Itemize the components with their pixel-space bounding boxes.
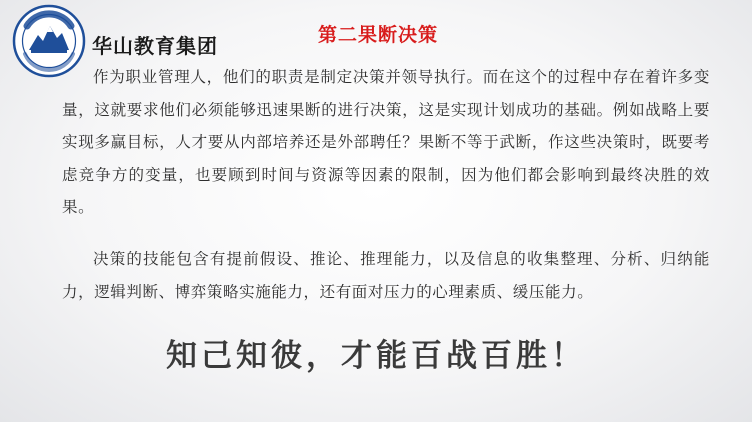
slogan-heading: 知己知彼，才能百战百胜！ [166, 338, 586, 374]
slide-title: 第二果断决策 [318, 24, 439, 46]
body-paragraph: 决策的技能包含有提前假设、推论、推理能力，以及信息的收集整理、分析、归纳能力，逻辑判断、博弈策略实施能力，还有面对压力的心理素质、缓压能力。 [62, 250, 710, 301]
org-name: 华山教育集团 [92, 34, 218, 58]
body-paragraph: 作为职业管理人，他们的职责是制定决策并领导执行。而在这个的过程中存在着许多变量，这就要求他们必须能够迅速果断的进行决策，这是实现计划成功的基础。例如战略上要实现多赢目标，人才要从内部培养还是外部聘任？果断不等于武断，作这些决策时，既要考虑竞争方的变量，也要顾到时间与资源等因素的限制，因为他们都会影响到最终决胜的效果。 [62, 68, 710, 216]
